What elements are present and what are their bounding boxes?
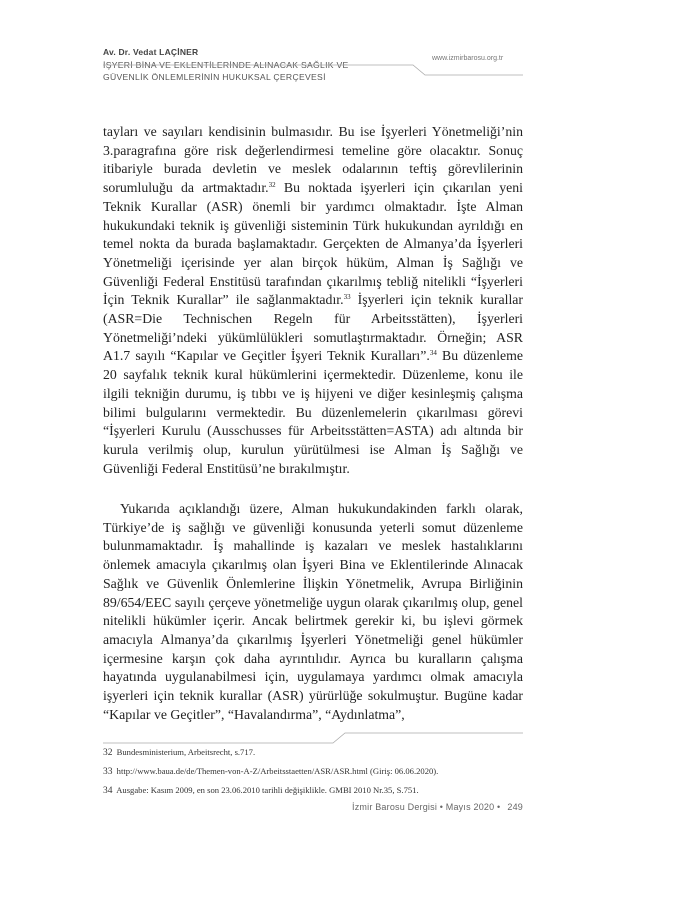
footnote-text: Ausgabe: Kasım 2009, en son 23.06.2010 tarihli değişiklikle. GMBI 2010 Nr.35, S.751. xyxy=(116,785,419,795)
running-header-author: Av. Dr. Vedat LAÇİNER xyxy=(103,47,199,57)
header-rule xyxy=(103,64,523,76)
footnote-number: 32 xyxy=(103,748,113,758)
footnote-text: Bundesministerium, Arbeitsrecht, s.717. xyxy=(116,747,256,757)
footnote-33 xyxy=(103,766,438,777)
page-number: 249 xyxy=(507,802,523,812)
body-paragraph-2: Yukarıda açıklandığı üzere, Alman hukukundakinden farklı olarak, Türkiye’de iş sağlığı ve güvenliği konusunda yeterli somut düzenleme bulunmamaktadır. İş mahallinde iş kazaları ve meslek hastalıklarını önlemek amacıyla çıkarılmış olan İşyeri Bina ve Eklentilerinde Alınacak Sağlık ve Güvenlik Önlemlerine İlişkin Yönetmelik, Avrupa Birliğinin 89/654/EEC sayılı çerçeve yönetmeliğe uygun olarak çıkarılmış olup, genel nitelikli hükümler içerir. Ancak belirtmek gerekir ki, bu işlevi görmek amacıyla Almanya’da çıkarılmış İşyerleri Yönetmeliği genel hükümler içermesine karşın çok daha ayrıntılıdır. Ayrıca bu kuralların çalışma hayatında uygulanabilmesi için, uygulamaya yardımcı olmak amacıyla işyerleri için teknik kurallar (ASR) yürürlüğe sokulmuştur. Bugüne kadar “Kapılar ve Geçitler”, “Havalandırma”, “Aydınlatma”, xyxy=(103,501,523,722)
paragraph-text: Bu noktada işyerleri için çıkarılan yeni Teknik Kurallar (ASR) önemli bir yardımcı olmaktadır. İşte Alman hukukundaki teknik iş güvenliği sisteminin Türk hukukundan ayrıldığı en temel nokta da burada başlamaktadır. Gerçekten de Almanya’da İşyerleri Yönetmeliği içerisinde yer alan birçok hüküm, Alman İş Sağlığı ve Güvenliği Federal Enstitüsü tarafından çıkarılmış tebliğ nitelikli “İşyerleri İçin Teknik Kurallar” ile sağlanmaktadır. xyxy=(103,180,523,308)
paragraph-text: Bu düzenleme 20 sayfalık teknik kural hükümlerini içermektedir. Düzenleme, konu ile ilgili tekniğin durumu, iş tıbbı ve iş hijyeni ve diğer kesinleşmiş çalışma bilimi bulgularını vermektedir. Bu düzenlemelerin çıkarılması görevi “İşyerleri Kurulu (Ausschusses für Arbeitsstätten=ASTA) adı altında bir kurula verilmiş olup, kurulun yürütülmesi ise Alman İş Sağlığı ve Güvenliği Federal Enstitüsü’ne bırakılmıştır. xyxy=(103,348,524,476)
footnote-ref-32: 32 xyxy=(268,181,276,190)
footnote-32 xyxy=(103,747,255,758)
footnote-rule xyxy=(103,732,523,744)
journal-name: İzmir Barosu Dergisi • Mayıs 2020 • xyxy=(352,802,501,812)
footnote-number: 34 xyxy=(103,786,113,796)
header-title-line-1: İŞYERİ BİNA VE EKLENTİLERİNDE ALINACAK SAĞLIK VE xyxy=(103,60,349,70)
body-paragraph-1 xyxy=(103,123,523,478)
footnote-link[interactable]: http://www.baua.de/de/Themen-von-A-Z/Arbeitsstaetten/ASR/ASR.html (Giriş: 06.06.2020). xyxy=(116,766,439,776)
paragraph-text: İşyerleri için teknik kurallar (ASR=Die Technischen Regeln für Arbeitsstätten), İşyerleri Yönetmeliği’ndeki yükümlülükleri somutlaştırmaktadır. Örneğin; ASR A1.7 sayılı “Kapılar ve Geçitler İşyeri Teknik Kuralları”. xyxy=(103,292,523,364)
footnote-ref-34: 34 xyxy=(429,349,437,358)
paragraph-text: tayları ve sayıları kendisinin bulmasıdır. Bu ise İşyerleri Yönetmeliği’nin 3.paragrafına göre risk değerlendirmesi temeline göre olacaktır. Sonuç itibariyle burada devletin ve meslek odalarının teftiş görevlilerinin sorumluluğu da artmaktadır. xyxy=(103,124,523,196)
footnote-ref-33: 33 xyxy=(343,293,351,302)
header-title-line-2: GÜVENLİK ÖNLEMLERİNİN HUKUKSAL ÇERÇEVESİ xyxy=(103,72,326,82)
header-url: www.izmirbarosu.org.tr xyxy=(432,55,504,62)
page-footer xyxy=(352,802,523,812)
footnote-34 xyxy=(103,785,419,796)
footnote-number: 33 xyxy=(103,767,113,777)
